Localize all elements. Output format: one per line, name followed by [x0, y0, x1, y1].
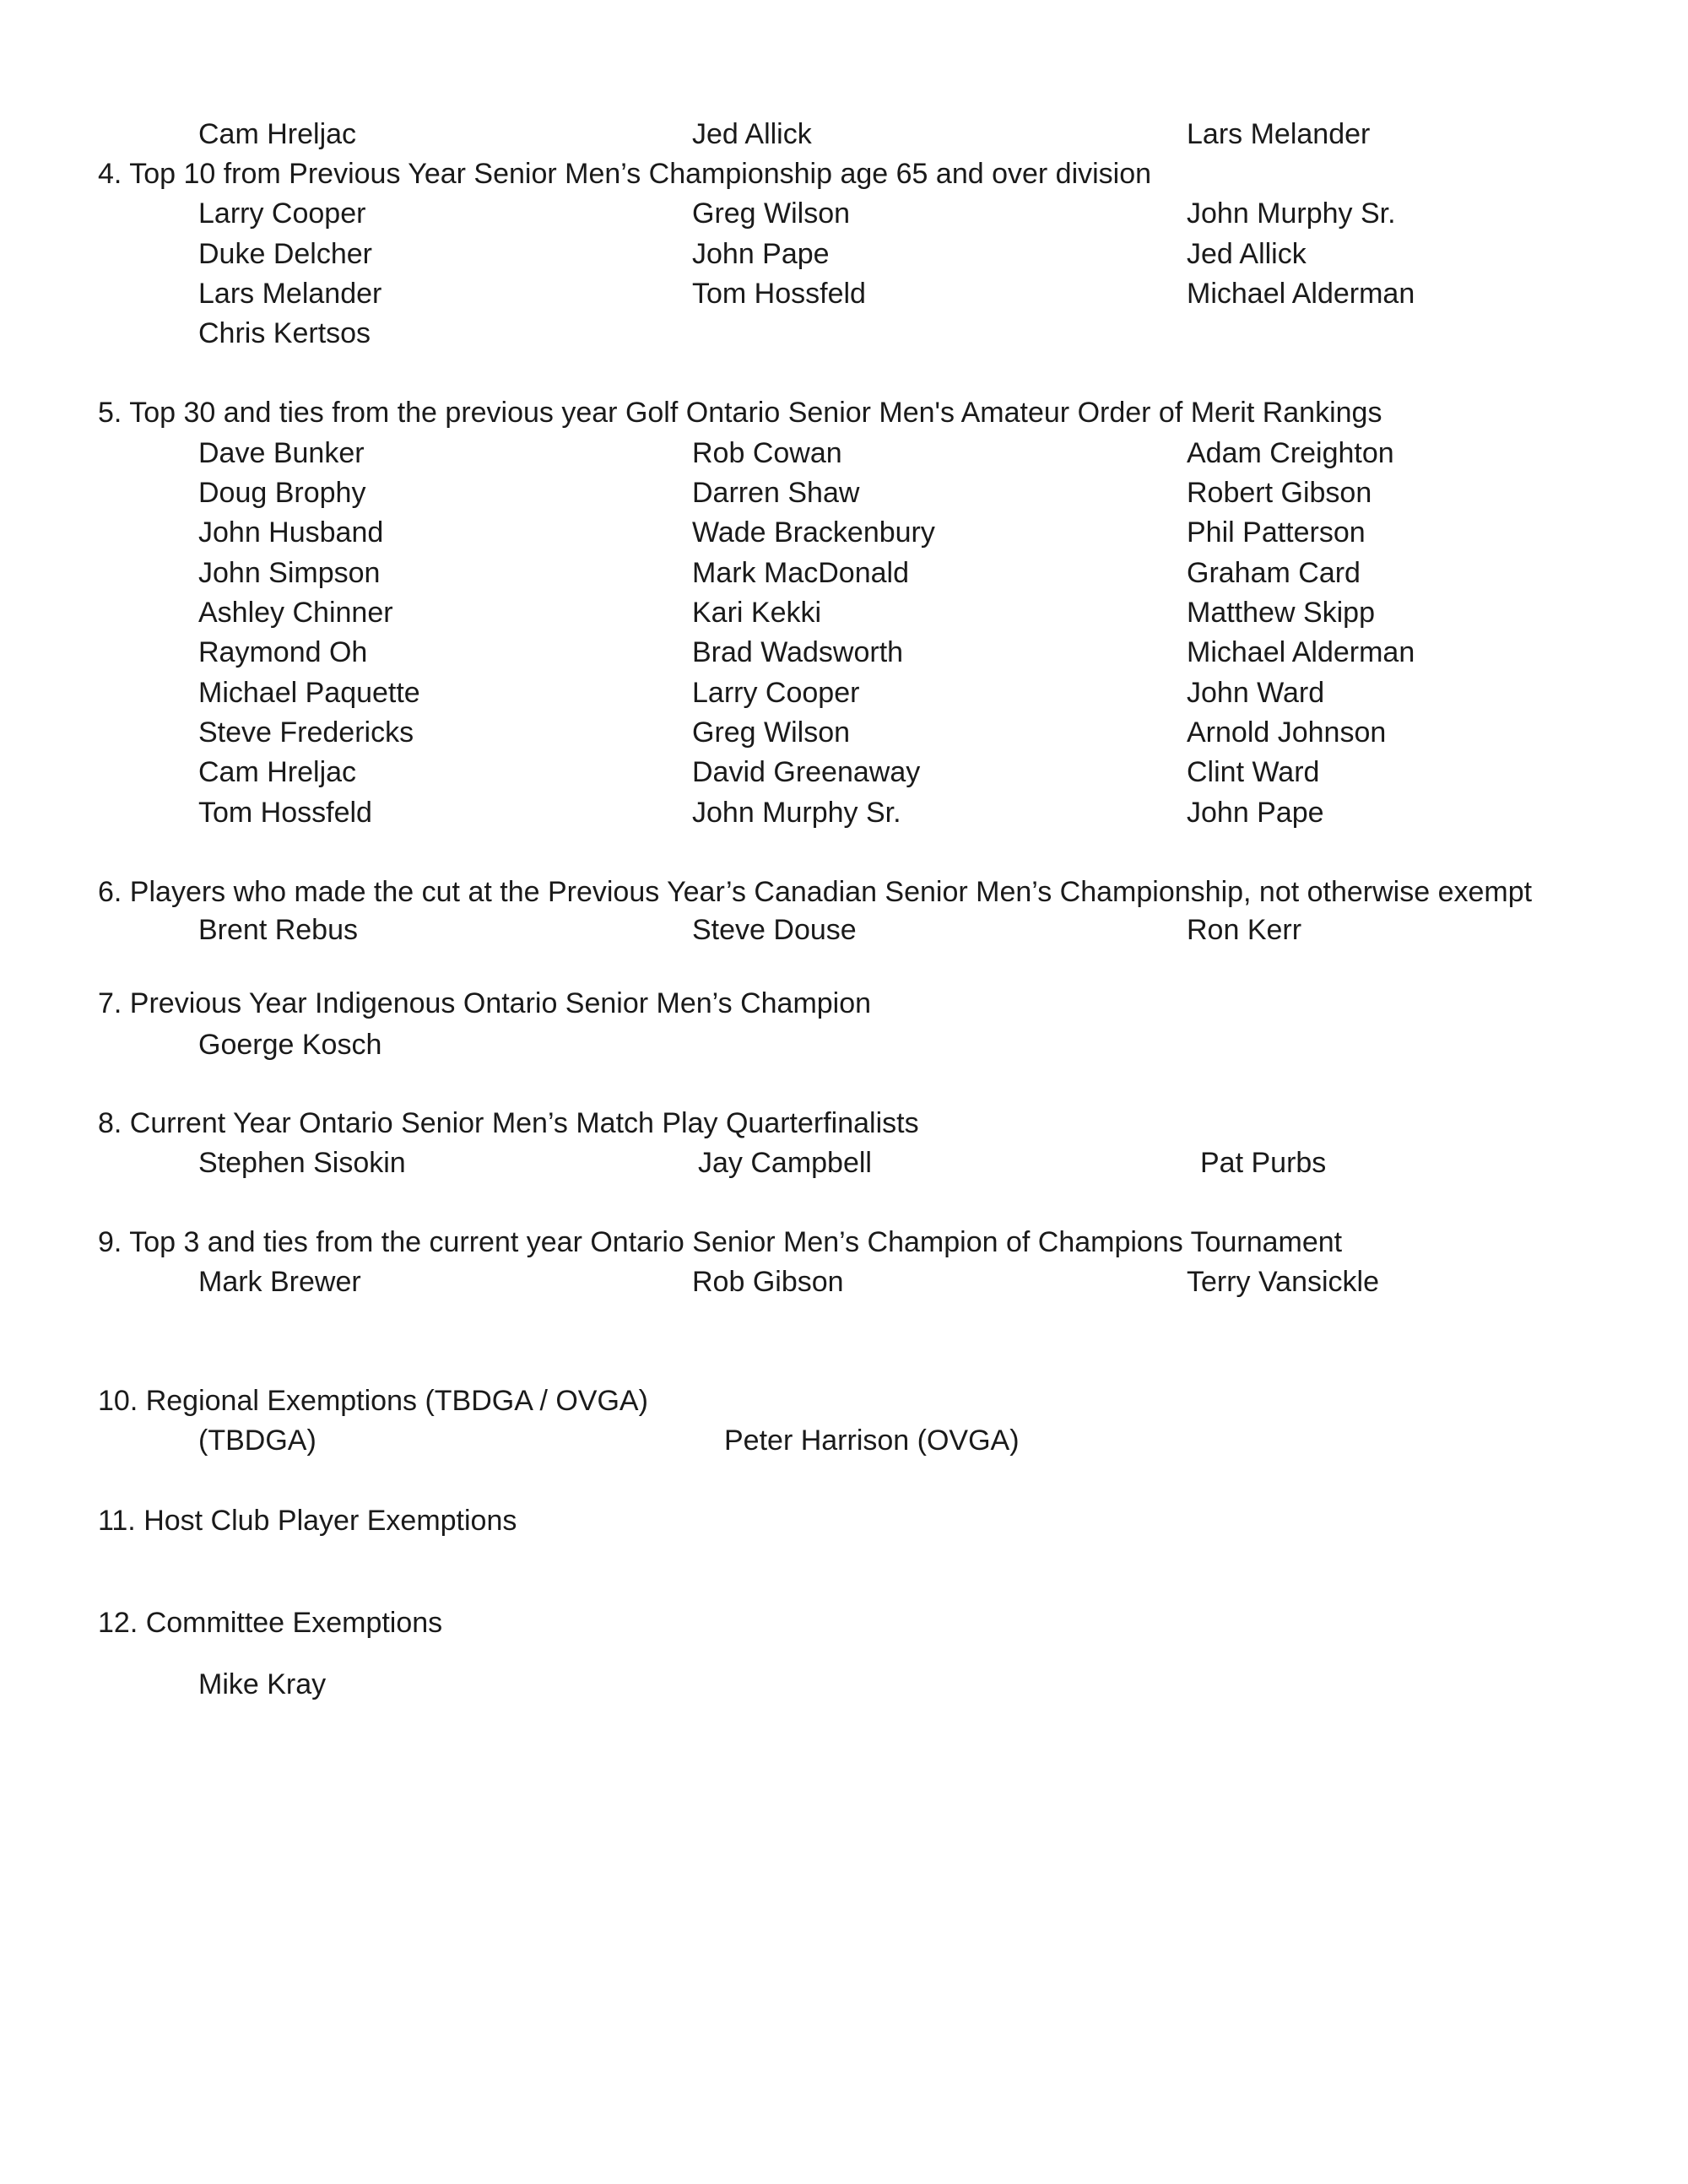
section-heading-8: 8. Current Year Ontario Senior Men’s Match Play Quarterfinalists [98, 1107, 919, 1139]
player-name: Ron Kerr [1187, 914, 1302, 946]
player-name: Robert Gibson [1187, 477, 1372, 509]
player-name: Darren Shaw [692, 477, 860, 509]
player-name: Stephen Sisokin [198, 1147, 406, 1179]
player-name: Steve Douse [692, 914, 857, 946]
player-name: Phil Patterson [1187, 516, 1366, 549]
section-heading-7: 7. Previous Year Indigenous Ontario Senior Men’s Champion [98, 987, 872, 1019]
player-name: John Pape [692, 238, 830, 270]
player-name: Peter Harrison (OVGA) [724, 1424, 1020, 1457]
player-name: John Husband [198, 516, 384, 549]
player-name: Rob Gibson [692, 1266, 844, 1298]
section-heading-4: 4. Top 10 from Previous Year Senior Men’s Championship age 65 and over division [98, 158, 1152, 190]
player-name: John Simpson [198, 557, 381, 589]
player-name: Wade Brackenbury [692, 516, 935, 549]
section-heading-10: 10. Regional Exemptions (TBDGA / OVGA) [98, 1385, 648, 1417]
player-name: Graham Card [1187, 557, 1361, 589]
player-name: Jay Campbell [698, 1147, 872, 1179]
player-name: Dave Bunker [198, 437, 365, 469]
section-heading-9: 9. Top 3 and ties from the current year Ontario Senior Men’s Champion of Champions Tournament [98, 1226, 1343, 1258]
player-name: Matthew Skipp [1187, 597, 1375, 629]
player-name: Larry Cooper [692, 677, 860, 709]
player-name: Terry Vansickle [1187, 1266, 1379, 1298]
player-name: Tom Hossfeld [198, 797, 372, 829]
player-name: Brent Rebus [198, 914, 358, 946]
player-name: Greg Wilson [692, 197, 851, 230]
player-name: John Pape [1187, 797, 1324, 829]
player-name: Greg Wilson [692, 716, 851, 749]
player-name: Ashley Chinner [198, 597, 393, 629]
player-name: Michael Alderman [1187, 636, 1415, 668]
player-name: Mike Kray [198, 1668, 327, 1700]
player-name: Chris Kertsos [198, 317, 371, 349]
player-name: Cam Hreljac [198, 118, 357, 150]
player-name: John Ward [1187, 677, 1325, 709]
section-heading-11: 11. Host Club Player Exemptions [98, 1505, 517, 1537]
player-name: Lars Melander [198, 278, 382, 310]
player-name: David Greenaway [692, 756, 921, 788]
player-name: John Murphy Sr. [1187, 197, 1396, 230]
player-name: Michael Paquette [198, 677, 420, 709]
player-name: Kari Kekki [692, 597, 822, 629]
section-heading-6: 6. Players who made the cut at the Previous Year’s Canadian Senior Men’s Championship, not otherwise exempt [98, 876, 1533, 908]
player-name: Arnold Johnson [1187, 716, 1387, 749]
player-name: Jed Allick [1187, 238, 1307, 270]
player-name: Goerge Kosch [198, 1029, 382, 1061]
player-name: Steve Fredericks [198, 716, 414, 749]
player-name: Pat Purbs [1200, 1147, 1327, 1179]
player-name: John Murphy Sr. [692, 797, 901, 829]
section-heading-12: 12. Committee Exemptions [98, 1607, 443, 1639]
player-name: Adam Creighton [1187, 437, 1394, 469]
player-name: Mark MacDonald [692, 557, 909, 589]
player-name: (TBDGA) [198, 1424, 316, 1457]
player-name: Brad Wadsworth [692, 636, 904, 668]
player-name: Larry Cooper [198, 197, 366, 230]
player-name: Doug Brophy [198, 477, 366, 509]
section-heading-5: 5. Top 30 and ties from the previous year Golf Ontario Senior Men's Amateur Order of Merit Rankings [98, 397, 1382, 429]
player-name: Tom Hossfeld [692, 278, 866, 310]
player-name: Jed Allick [692, 118, 812, 150]
player-name: Duke Delcher [198, 238, 372, 270]
player-name: Raymond Oh [198, 636, 368, 668]
player-name: Lars Melander [1187, 118, 1371, 150]
player-name: Cam Hreljac [198, 756, 357, 788]
player-name: Clint Ward [1187, 756, 1320, 788]
player-name: Mark Brewer [198, 1266, 361, 1298]
player-name: Michael Alderman [1187, 278, 1415, 310]
player-name: Rob Cowan [692, 437, 842, 469]
